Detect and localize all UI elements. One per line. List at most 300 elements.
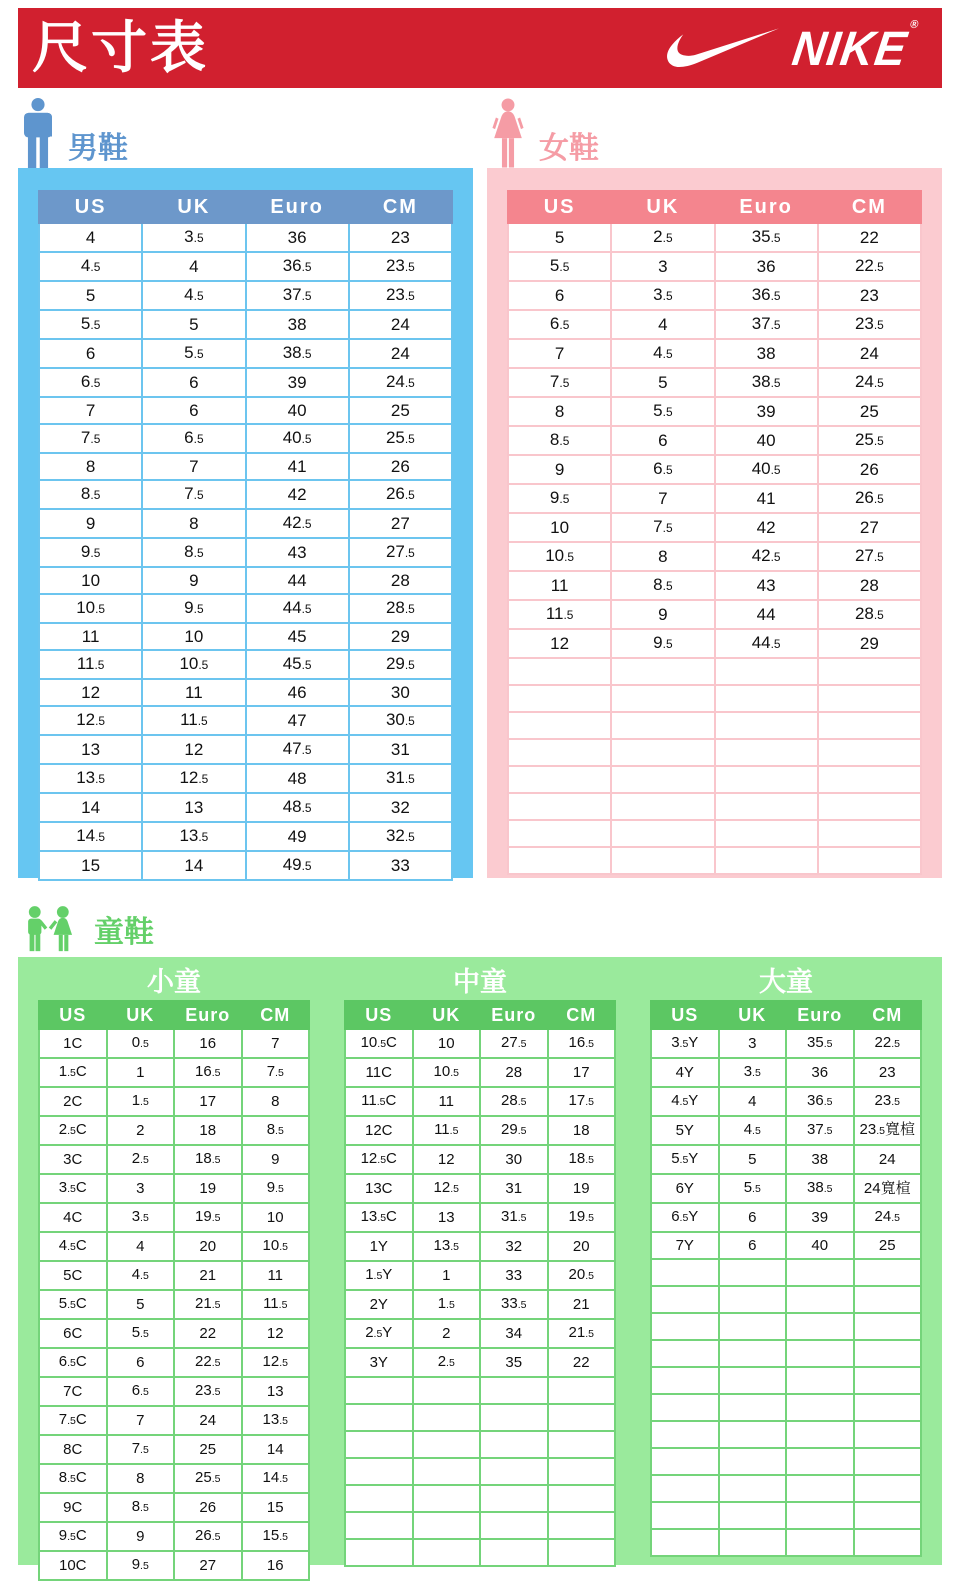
size-cell: 5.5Y [651, 1145, 719, 1174]
table-row [39, 1348, 309, 1377]
size-cell: 3Y [345, 1348, 413, 1377]
table-row [508, 629, 921, 658]
size-cell-empty [786, 1394, 854, 1421]
size-cell: 13 [413, 1203, 481, 1232]
table-row [39, 368, 452, 397]
table-row-empty [651, 1313, 921, 1340]
size-cell: 38 [246, 310, 349, 339]
size-cell: 8.5 [142, 538, 245, 567]
size-cell: 6C [39, 1319, 107, 1348]
size-cell: 31 [480, 1174, 548, 1203]
size-cell-empty [854, 1259, 922, 1286]
size-cell: 1.5 [107, 1087, 175, 1116]
size-cell: 3.5C [39, 1174, 107, 1203]
size-cell: 22 [548, 1348, 616, 1377]
size-cell: 30.5 [349, 706, 452, 735]
table-row-empty [651, 1529, 921, 1556]
size-cell: 31.5 [349, 764, 452, 793]
size-cell: 11.5 [413, 1116, 481, 1145]
size-cell-empty [854, 1529, 922, 1556]
table-row [508, 252, 921, 281]
size-cell: 38 [786, 1145, 854, 1174]
size-cell: 16.5 [548, 1029, 616, 1058]
size-cell: 9.5 [142, 594, 245, 623]
size-cell: 35 [480, 1348, 548, 1377]
size-cell: 13 [142, 793, 245, 822]
size-cell: 1C [39, 1029, 107, 1058]
size-cell: 41 [715, 484, 818, 513]
size-cell: 16 [174, 1029, 242, 1058]
size-cell: 5Y [651, 1116, 719, 1145]
size-cell-empty [715, 712, 818, 739]
man-icon [20, 98, 56, 168]
size-cell-empty [508, 847, 611, 874]
size-cell: 5C [39, 1261, 107, 1290]
size-cell: 6 [142, 368, 245, 397]
size-cell: 24.5 [818, 368, 921, 397]
table-row [345, 1203, 615, 1232]
table-row [508, 513, 921, 542]
size-cell: 12C [345, 1116, 413, 1145]
table-row [651, 1029, 921, 1058]
size-cell: 27 [818, 513, 921, 542]
column-header: US [345, 1001, 413, 1029]
column-header: UK [107, 1001, 175, 1029]
size-cell: 7.5C [39, 1406, 107, 1435]
table-row-empty [508, 766, 921, 793]
size-cell: 1.5 [413, 1290, 481, 1319]
size-cell-empty [508, 658, 611, 685]
table-header-row [651, 1001, 921, 1029]
table-row [651, 1232, 921, 1259]
size-cell: 6.5 [142, 424, 245, 453]
size-cell-empty [818, 658, 921, 685]
size-cell-empty [508, 739, 611, 766]
size-cell: 1 [413, 1261, 481, 1290]
size-cell: 22 [818, 223, 921, 252]
column-header: UK [611, 191, 714, 223]
size-cell: 19.5 [174, 1203, 242, 1232]
size-cell: 19 [548, 1174, 616, 1203]
table-row [345, 1145, 615, 1174]
size-cell: 3 [611, 252, 714, 281]
size-cell: 11.5 [39, 650, 142, 679]
column-header: CM [548, 1001, 616, 1029]
size-cell: 44.5 [715, 629, 818, 658]
column-header: UK [413, 1001, 481, 1029]
size-cell: 24 [818, 339, 921, 368]
size-cell: 6 [39, 339, 142, 368]
size-cell: 5.5 [719, 1174, 787, 1203]
column-header: Euro [786, 1001, 854, 1029]
size-cell: 16 [242, 1551, 310, 1580]
size-cell-empty [480, 1377, 548, 1404]
size-cell: 10 [142, 623, 245, 650]
size-cell-empty [611, 820, 714, 847]
size-cell: 22 [174, 1319, 242, 1348]
size-cell-empty [548, 1512, 616, 1539]
size-cell-empty [854, 1286, 922, 1313]
size-cell: 42.5 [246, 509, 349, 538]
size-cell: 34 [480, 1319, 548, 1348]
table-row-empty [651, 1259, 921, 1286]
table-row [345, 1058, 615, 1087]
size-cell: 4.5Y [651, 1087, 719, 1116]
table-row [39, 339, 452, 368]
table-row [345, 1232, 615, 1261]
size-cell: 42.5 [715, 542, 818, 571]
size-cell: 5.5 [39, 310, 142, 339]
size-cell: 9.5C [39, 1522, 107, 1551]
size-cell: 9.5 [39, 538, 142, 567]
table-row [39, 1174, 309, 1203]
size-cell: 46 [246, 679, 349, 706]
size-cell: 35.5 [786, 1029, 854, 1058]
size-cell: 29 [349, 623, 452, 650]
size-cell-empty [719, 1502, 787, 1529]
table-row [39, 223, 452, 252]
size-cell-empty [719, 1529, 787, 1556]
size-cell: 12 [39, 679, 142, 706]
size-cell-empty [786, 1259, 854, 1286]
size-cell: 37.5 [246, 281, 349, 310]
size-cell: 38.5 [715, 368, 818, 397]
nike-logo [663, 18, 921, 76]
size-cell: 25.5 [349, 424, 452, 453]
size-cell-empty [719, 1313, 787, 1340]
size-cell: 32.5 [349, 822, 452, 851]
size-cell: 33.5 [480, 1290, 548, 1319]
size-cell-empty [854, 1394, 922, 1421]
table-row-empty [345, 1485, 615, 1512]
size-cell: 6 [719, 1203, 787, 1232]
table-row [39, 594, 452, 623]
table-row [39, 1058, 309, 1087]
size-cell-empty [715, 739, 818, 766]
size-cell: 42 [246, 480, 349, 509]
size-cell: 28 [349, 567, 452, 594]
table-row-empty [508, 658, 921, 685]
size-cell: 17 [548, 1058, 616, 1087]
size-cell: 7.5 [508, 368, 611, 397]
column-header: Euro [715, 191, 818, 223]
size-cell: 42 [715, 513, 818, 542]
size-cell: 11 [39, 623, 142, 650]
table-row-empty [508, 685, 921, 712]
size-cell: 14 [39, 793, 142, 822]
size-cell-empty [651, 1421, 719, 1448]
size-cell: 19.5 [548, 1203, 616, 1232]
table-header-row [39, 191, 452, 223]
size-cell: 13 [242, 1377, 310, 1406]
table-row [39, 735, 452, 764]
size-cell-empty [480, 1404, 548, 1431]
size-cell: 2Y [345, 1290, 413, 1319]
table-row [39, 650, 452, 679]
size-cell: 22.5 [174, 1348, 242, 1377]
size-cell: 40.5 [715, 455, 818, 484]
size-cell: 7 [107, 1406, 175, 1435]
size-cell-empty [413, 1485, 481, 1512]
size-cell: 9.5 [107, 1551, 175, 1580]
table-row [39, 480, 452, 509]
size-cell: 6.5 [611, 455, 714, 484]
size-cell: 23 [818, 281, 921, 310]
size-cell: 40 [786, 1232, 854, 1259]
size-cell: 28.5 [480, 1087, 548, 1116]
size-cell: 29.5 [349, 650, 452, 679]
size-cell: 44 [715, 600, 818, 629]
size-cell: 7 [39, 397, 142, 424]
size-cell-empty [854, 1448, 922, 1475]
size-cell-empty [715, 847, 818, 874]
size-cell-empty [651, 1475, 719, 1502]
table-row [39, 252, 452, 281]
size-cell: 19 [174, 1174, 242, 1203]
size-cell: 36 [786, 1058, 854, 1087]
size-cell: 48 [246, 764, 349, 793]
size-cell: 27 [174, 1551, 242, 1580]
table-row [345, 1319, 615, 1348]
size-cell: 7 [142, 453, 245, 480]
size-cell: 40 [715, 426, 818, 455]
size-cell: 8.5 [611, 571, 714, 600]
size-cell-empty [413, 1512, 481, 1539]
kids-subtables [32, 967, 928, 1581]
size-cell-empty [508, 820, 611, 847]
size-cell: 11.5 [142, 706, 245, 735]
table-row-empty [345, 1458, 615, 1485]
kids-section [18, 904, 942, 1574]
table-row [651, 1174, 921, 1203]
size-cell: 8C [39, 1435, 107, 1464]
size-cell: 3.5 [719, 1058, 787, 1087]
size-cell-empty [818, 793, 921, 820]
size-cell-empty [818, 766, 921, 793]
table-row-empty [508, 793, 921, 820]
adult-tables-row [18, 98, 942, 878]
table-row [508, 368, 921, 397]
size-cell: 4 [611, 310, 714, 339]
size-cell-empty [854, 1421, 922, 1448]
table-row [651, 1203, 921, 1232]
table-row [39, 1377, 309, 1406]
size-cell: 4.5 [39, 252, 142, 281]
size-cell: 6.5 [508, 310, 611, 339]
size-cell: 9 [142, 567, 245, 594]
column-header: Euro [480, 1001, 548, 1029]
table-row-empty [651, 1448, 921, 1475]
size-cell-empty [651, 1394, 719, 1421]
size-cell: 26.5 [818, 484, 921, 513]
size-cell: 5 [611, 368, 714, 397]
size-cell: 23.5 [854, 1087, 922, 1116]
size-cell: 4 [719, 1087, 787, 1116]
table-row [508, 397, 921, 426]
column-header: CM [818, 191, 921, 223]
size-cell-empty [413, 1539, 481, 1566]
table-row-empty [651, 1502, 921, 1529]
table-row-empty [651, 1340, 921, 1367]
men-section-header [18, 98, 473, 168]
table-row [39, 623, 452, 650]
table-row [651, 1116, 921, 1145]
men-panel [18, 168, 473, 878]
size-cell-empty [345, 1377, 413, 1404]
size-cell: 9 [242, 1145, 310, 1174]
size-cell: 24寬楦 [854, 1174, 922, 1203]
table-row-empty [651, 1286, 921, 1313]
size-cell-empty [413, 1458, 481, 1485]
nike-swoosh-icon [663, 27, 781, 69]
size-cell: 47.5 [246, 735, 349, 764]
size-cell: 27.5 [480, 1029, 548, 1058]
size-cell-empty [651, 1259, 719, 1286]
size-cell: 21 [174, 1261, 242, 1290]
size-cell-empty [651, 1313, 719, 1340]
size-cell-empty [786, 1475, 854, 1502]
size-cell: 23.5 [174, 1377, 242, 1406]
table-row [39, 1203, 309, 1232]
size-cell: 6.5C [39, 1348, 107, 1377]
size-cell: 38 [715, 339, 818, 368]
table-row [508, 542, 921, 571]
size-cell: 18.5 [548, 1145, 616, 1174]
size-cell-empty [786, 1529, 854, 1556]
men-section-label: 男鞋 [68, 132, 128, 165]
size-cell: 10C [39, 1551, 107, 1580]
size-cell: 23.5 [349, 252, 452, 281]
size-cell-empty [480, 1512, 548, 1539]
size-cell: 26 [174, 1493, 242, 1522]
size-cell: 26.5 [174, 1522, 242, 1551]
size-cell: 26 [349, 453, 452, 480]
table-row [39, 1406, 309, 1435]
size-cell: 25.5 [818, 426, 921, 455]
size-cell: 41 [246, 453, 349, 480]
size-cell: 10 [413, 1029, 481, 1058]
size-cell: 4.5C [39, 1232, 107, 1261]
size-cell: 36.5 [715, 281, 818, 310]
size-cell-empty [651, 1340, 719, 1367]
column-header: UK [719, 1001, 787, 1029]
size-cell-empty [345, 1485, 413, 1512]
size-cell: 25 [349, 397, 452, 424]
women-panel [487, 168, 942, 878]
size-cell: 40.5 [246, 424, 349, 453]
size-cell-empty [786, 1286, 854, 1313]
size-cell: 6.5Y [651, 1203, 719, 1232]
size-cell-empty [719, 1475, 787, 1502]
size-cell: 47 [246, 706, 349, 735]
size-cell: 4.5 [719, 1116, 787, 1145]
size-cell: 14 [142, 851, 245, 880]
table-row [39, 1319, 309, 1348]
size-cell: 32 [480, 1232, 548, 1261]
size-cell: 24 [174, 1406, 242, 1435]
size-cell-empty [413, 1431, 481, 1458]
size-cell: 36 [246, 223, 349, 252]
size-cell: 5 [719, 1145, 787, 1174]
size-cell: 3 [719, 1029, 787, 1058]
size-cell-empty [548, 1458, 616, 1485]
column-header: US [508, 191, 611, 223]
size-cell-empty [786, 1367, 854, 1394]
table-row [508, 571, 921, 600]
size-cell-empty [818, 847, 921, 874]
table-row-empty [508, 847, 921, 874]
size-cell: 12.5 [39, 706, 142, 735]
size-cell: 45 [246, 623, 349, 650]
column-header: UK [142, 191, 245, 223]
size-cell: 30 [349, 679, 452, 706]
table-row [345, 1116, 615, 1145]
size-cell: 9 [508, 455, 611, 484]
kids-subtable-3 [650, 967, 922, 1581]
size-cell: 18.5 [174, 1145, 242, 1174]
size-cell: 29 [818, 629, 921, 658]
size-cell: 35.5 [715, 223, 818, 252]
size-cell-empty [548, 1431, 616, 1458]
size-cell: 17.5 [548, 1087, 616, 1116]
table-row-empty [508, 739, 921, 766]
size-cell: 2.5 [611, 223, 714, 252]
table-row-empty [651, 1394, 921, 1421]
table-row [39, 1029, 309, 1058]
table-row-empty [508, 820, 921, 847]
size-cell: 11 [413, 1087, 481, 1116]
size-cell-empty [715, 685, 818, 712]
size-cell: 15 [242, 1493, 310, 1522]
size-cell: 12.5C [345, 1145, 413, 1174]
size-cell: 3.5 [107, 1203, 175, 1232]
size-cell: 10.5 [413, 1058, 481, 1087]
table-row [39, 453, 452, 480]
size-cell: 8 [39, 453, 142, 480]
size-cell-empty [548, 1377, 616, 1404]
size-cell: 14 [242, 1435, 310, 1464]
size-cell: 32 [349, 793, 452, 822]
size-cell-empty [611, 739, 714, 766]
table-row [39, 793, 452, 822]
size-cell: 13.5 [413, 1232, 481, 1261]
size-cell-empty [651, 1502, 719, 1529]
size-cell: 1.5Y [345, 1261, 413, 1290]
size-cell: 23.5寬楦 [854, 1116, 922, 1145]
size-cell-empty [508, 793, 611, 820]
woman-icon [489, 98, 527, 168]
table-row [39, 706, 452, 735]
size-cell-empty [345, 1458, 413, 1485]
size-cell: 5.5 [508, 252, 611, 281]
size-cell-empty [345, 1431, 413, 1458]
size-cell: 28 [480, 1058, 548, 1087]
size-cell: 23 [854, 1058, 922, 1087]
size-cell: 27.5 [818, 542, 921, 571]
size-cell: 2.5 [107, 1145, 175, 1174]
size-cell: 4.5 [611, 339, 714, 368]
size-cell: 11 [142, 679, 245, 706]
size-cell: 11.5C [345, 1087, 413, 1116]
size-cell: 40 [246, 397, 349, 424]
size-cell: 13C [345, 1174, 413, 1203]
size-cell: 7C [39, 1377, 107, 1406]
size-cell: 8.5 [39, 480, 142, 509]
table-row [39, 397, 452, 424]
size-cell: 39 [786, 1203, 854, 1232]
size-cell: 33 [480, 1261, 548, 1290]
size-cell-empty [651, 1448, 719, 1475]
